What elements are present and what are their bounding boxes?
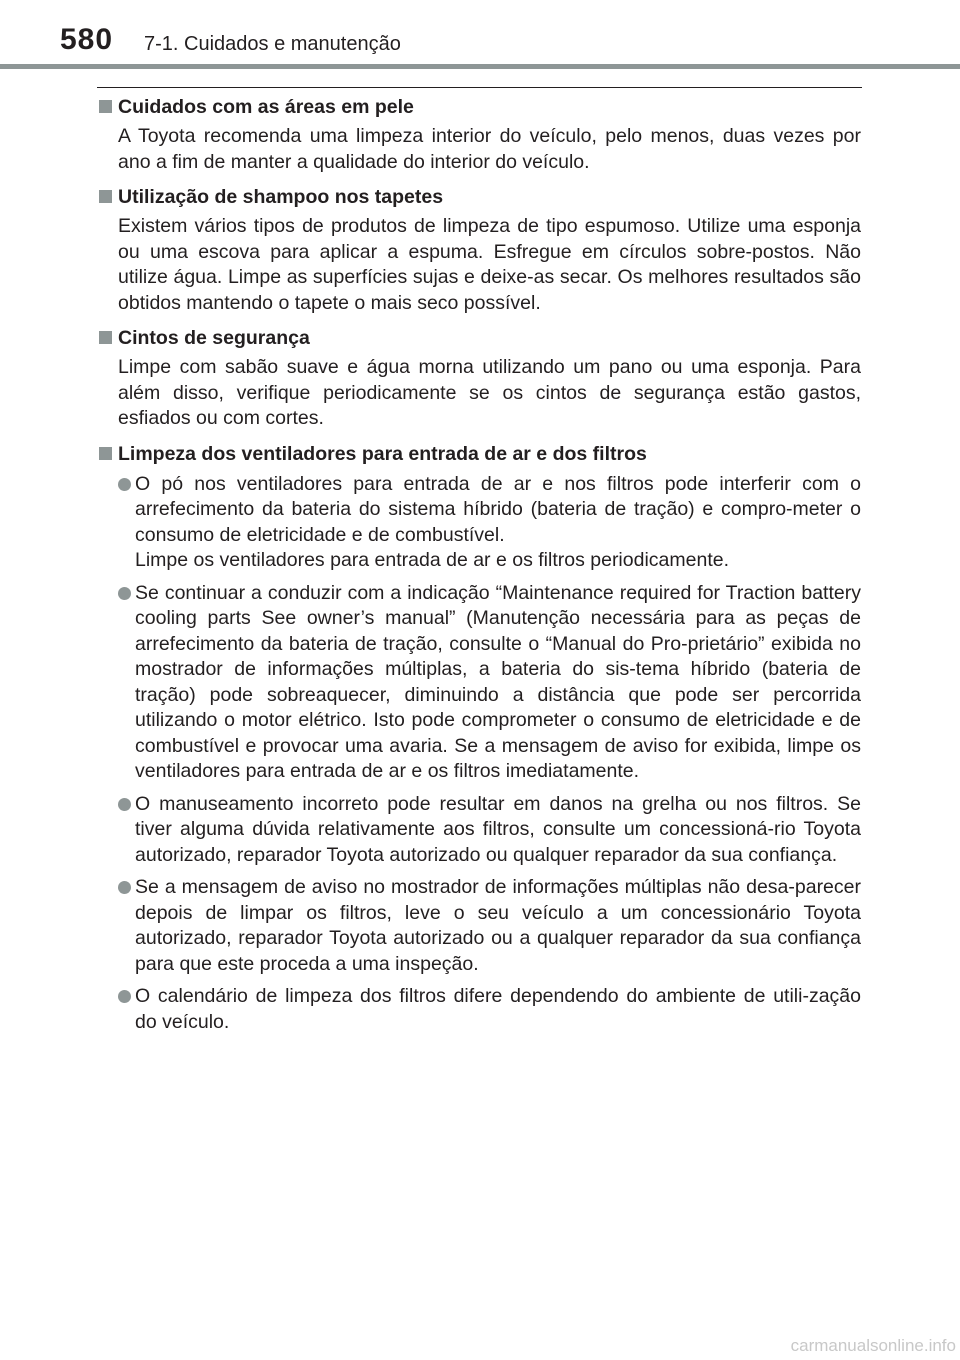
watermark: carmanualsonline.info bbox=[790, 1336, 956, 1355]
section-paragraph: Limpe com sabão suave e água morna utilizando um pano ou uma esponja. Para além disso, verifique periodicamente se os cintos de segurança estão gastos, esfiados ou com cortes. bbox=[118, 356, 861, 429]
section-carpet-shampoo bbox=[97, 184, 861, 316]
list-item-text: O manuseamento incorreto pode resultar em danos na grelha ou nos filtros. Se tiver alguma dúvida relativamente aos filtros, consulte um concessioná-rio Toyota autorizado, reparador Toyota autorizado ou qualquer reparador da sua confiança. bbox=[135, 792, 861, 866]
list-item-text: O pó nos ventiladores para entrada de ar e nos filtros pode interferir com o arrefecimento da bateria do sistema híbrido (bateria de tração) e compro-meter o consumo de eletricidade e de combustível. bbox=[135, 472, 861, 546]
list-item-text: Se a mensagem de aviso no mostrador de informações múltiplas não desa-parecer depois de limpar os filtros, leve o seu veículo a um concessionário Toyota autorizado, reparador Toyota autorizado ou a qualquer reparador da sua confiança para que este proceda a uma inspeção. bbox=[135, 876, 861, 975]
page-number: 580 bbox=[60, 23, 114, 56]
round-bullet-icon bbox=[118, 478, 131, 491]
chapter-title: 7-1. Cuidados e manutenção bbox=[144, 33, 401, 55]
list-item bbox=[118, 984, 861, 1035]
list-item bbox=[118, 472, 861, 574]
section-title: Cuidados com as áreas em pele bbox=[118, 96, 414, 118]
section-paragraph: Existem vários tipos de produtos de limpeza de tipo espumoso. Utilize uma esponja ou uma escova para aplicar a espuma. Esfregue em círculos sobre-postos. Não utilize água. Limpe as superfícies sujas e deixe-as secar. Os melhores resultados são obtidos mantendo o tapete o mais seco possível. bbox=[118, 215, 861, 314]
section-title: Utilização de shampoo nos tapetes bbox=[118, 186, 444, 208]
list-item-text: Limpe os ventiladores para entrada de ar e os filtros periodicamente. bbox=[135, 549, 729, 571]
header-bar bbox=[0, 64, 960, 69]
square-bullet-icon bbox=[99, 100, 112, 113]
page-content bbox=[97, 94, 861, 1044]
square-bullet-icon bbox=[99, 447, 112, 460]
round-bullet-icon bbox=[118, 798, 131, 811]
list-item bbox=[118, 792, 861, 869]
section-seat-belts bbox=[97, 325, 861, 432]
list-item bbox=[118, 581, 861, 785]
square-bullet-icon bbox=[99, 190, 112, 203]
round-bullet-icon bbox=[118, 990, 131, 1003]
section-leather-care bbox=[97, 94, 861, 175]
list-item-text: Se continuar a conduzir com a indicação “Maintenance required for Traction battery cooling parts See owner’s manual” (Manutenção necessária para as peças de arrefecimento da bateria de tração, consulte o “Manual do Pro-prietário” exibida no mostrador de informações múltiplas, a bateria do sis-tema híbrido (bateria de tração) pode sobreaquecer, diminuindo a distância que pode ser percorrida utilizando o motor elétrico. Isto pode comprometer o consumo de eletricidade e de combustível e provocar uma avaria. Se a mensagem de aviso for exibida, limpe os ventiladores para entrada de ar e os filtros imediatamente. bbox=[135, 581, 861, 782]
round-bullet-icon bbox=[118, 881, 131, 894]
section-heading bbox=[97, 441, 861, 467]
section-air-intake-vents bbox=[97, 441, 861, 1036]
section-paragraph: A Toyota recomenda uma limpeza interior do veículo, pelo menos, duas vezes por ano a fim de manter a qualidade do interior do veículo. bbox=[118, 125, 861, 173]
section-heading bbox=[97, 325, 861, 351]
divider-rule bbox=[97, 87, 862, 88]
section-title: Cintos de segurança bbox=[118, 327, 310, 349]
section-heading bbox=[97, 94, 861, 120]
list-item bbox=[118, 875, 861, 977]
square-bullet-icon bbox=[99, 331, 112, 344]
section-heading bbox=[97, 184, 861, 210]
round-bullet-icon bbox=[118, 587, 131, 600]
section-title: Limpeza dos ventiladores para entrada de ar e dos filtros bbox=[118, 442, 647, 465]
list-item-text: O calendário de limpeza dos filtros difere dependendo do ambiente de utili-zação do veículo. bbox=[135, 985, 861, 1033]
page-header bbox=[0, 0, 960, 70]
